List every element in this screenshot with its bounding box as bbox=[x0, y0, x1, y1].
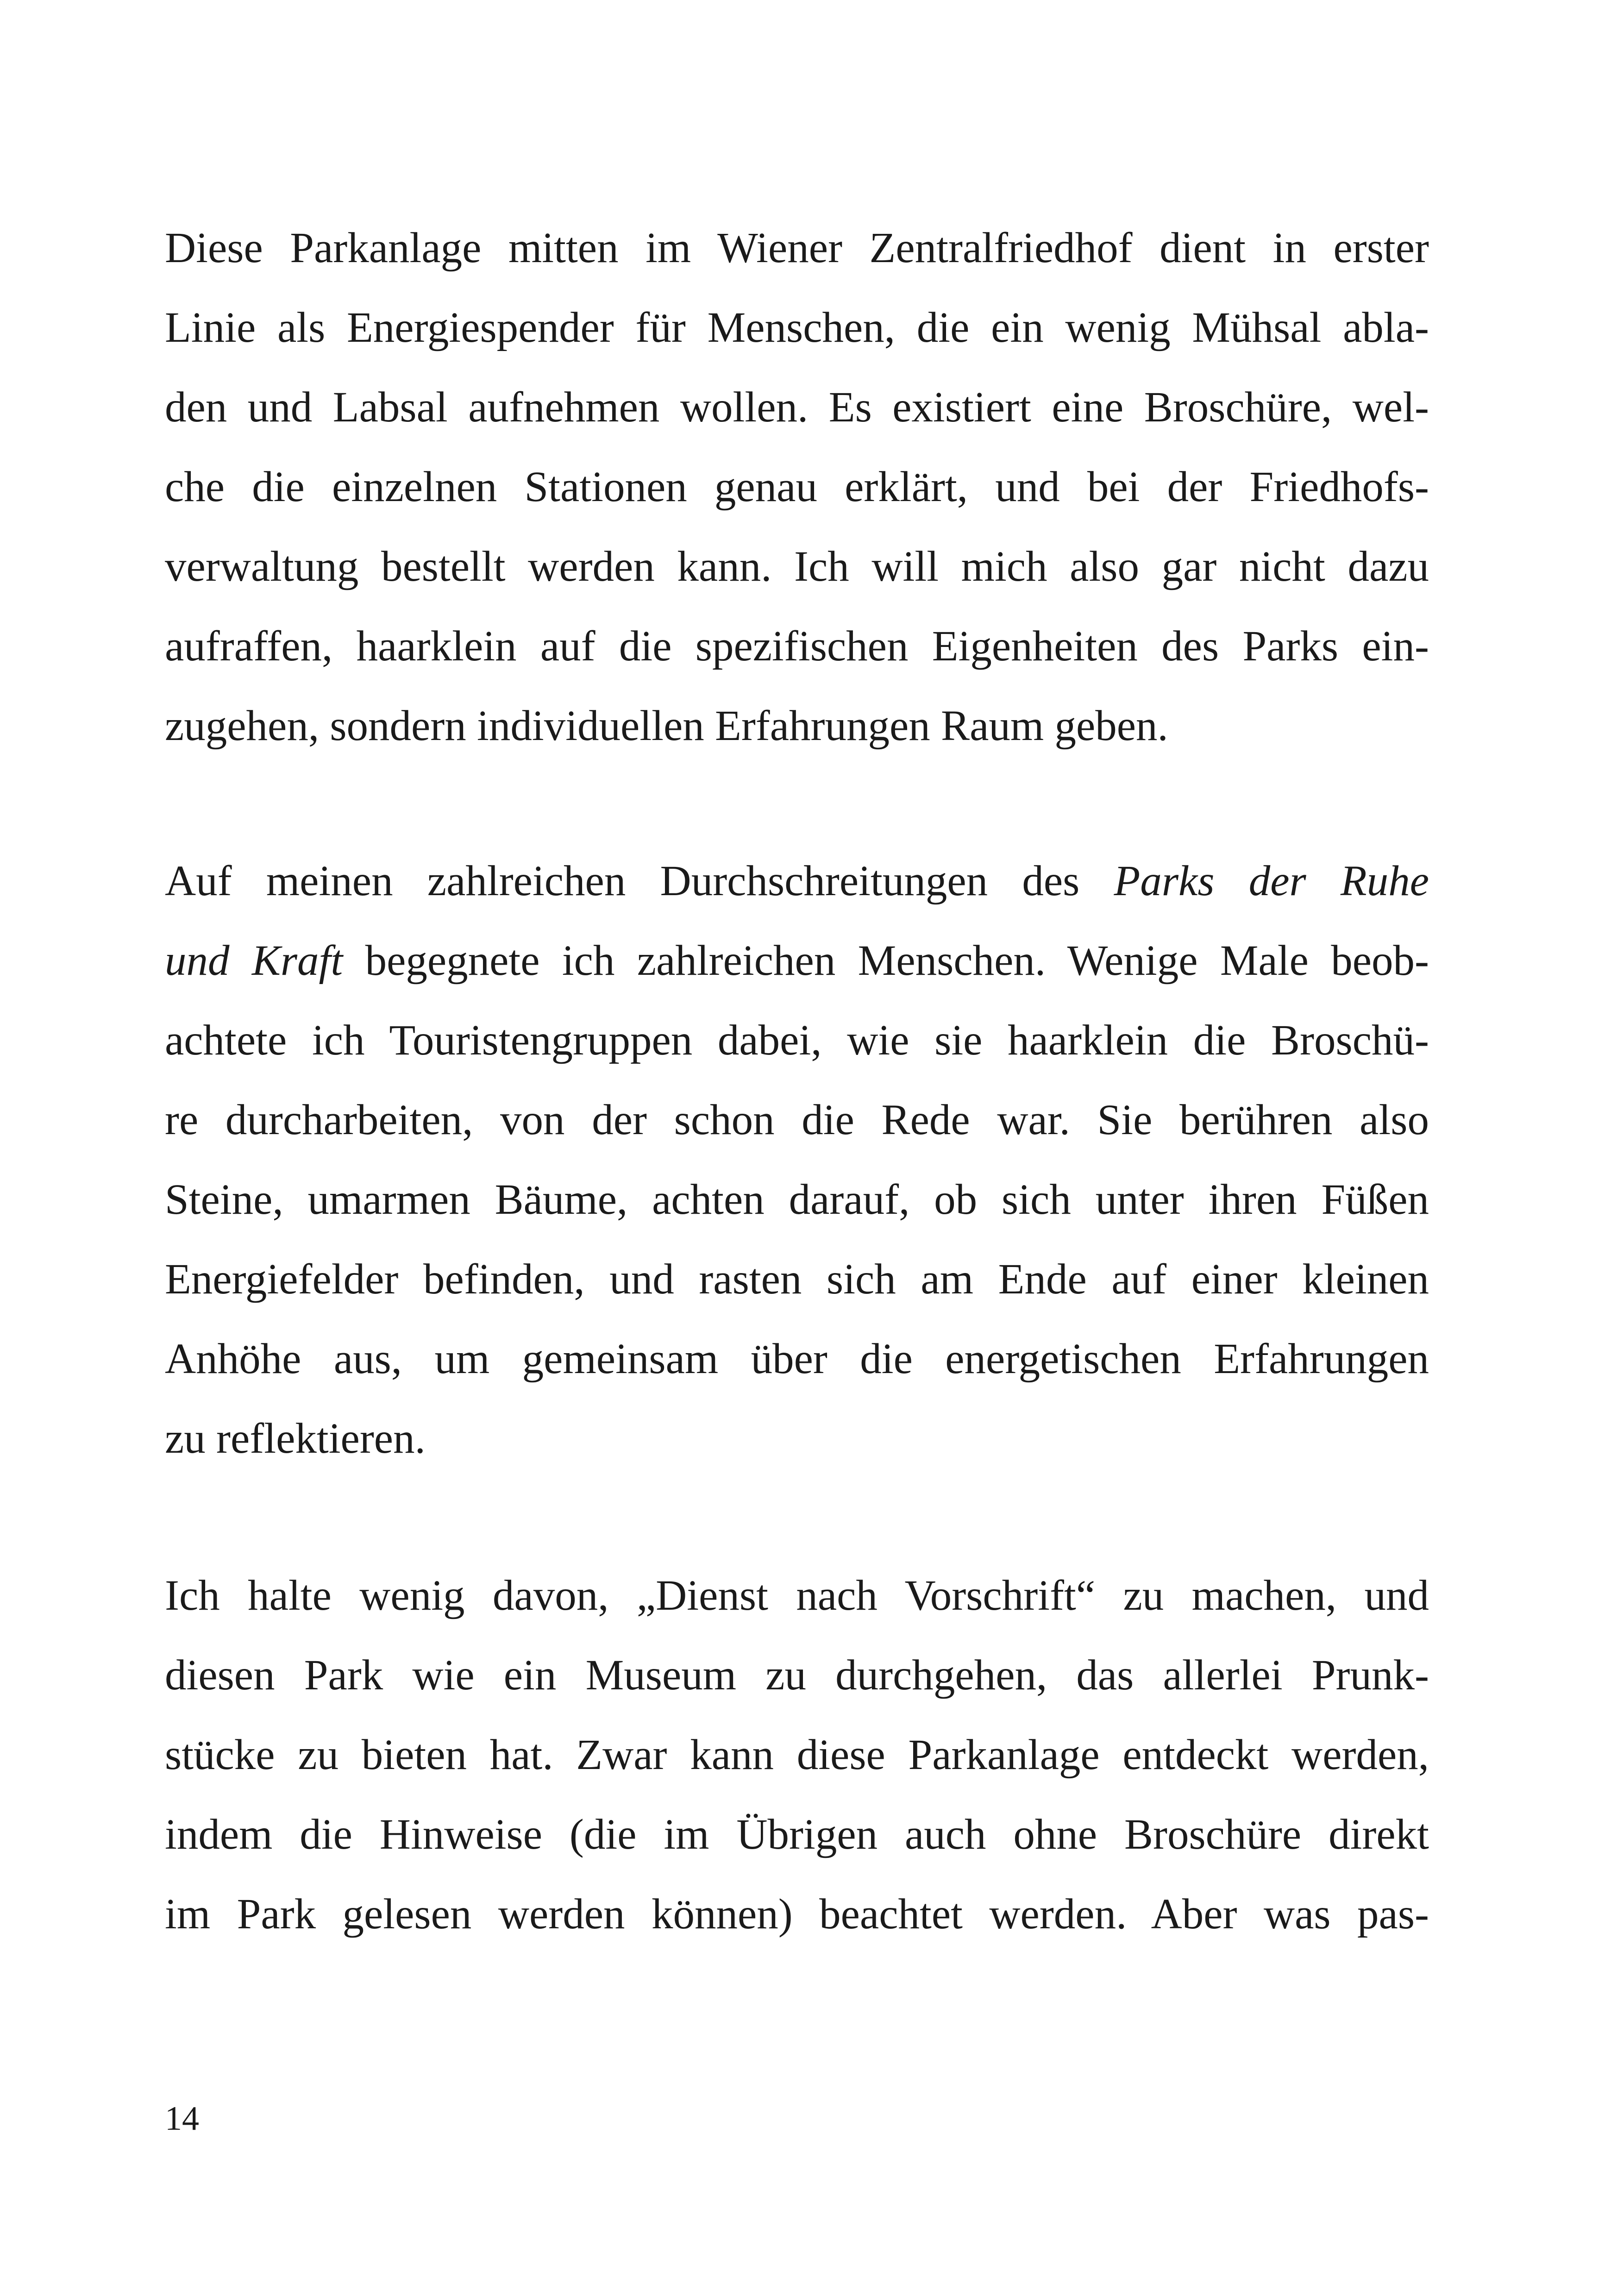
text-line bbox=[165, 841, 1429, 921]
text-line: stücke zu bieten hat. Zwar kann diese Parkanlage entdeckt werden, bbox=[165, 1731, 1429, 1779]
text-line: Energiefelder befinden, und rasten sich am Ende auf einer kleinen bbox=[165, 1255, 1429, 1303]
italic-park-name: Parks der Ruhe bbox=[1114, 857, 1429, 905]
text-line: aufraffen, haarklein auf die spezifischen Eigenheiten des Parks ein- bbox=[165, 622, 1429, 670]
text-line: diesen Park wie ein Museum zu durchgehen, das allerlei Prunk- bbox=[165, 1651, 1429, 1699]
text-line: re durcharbeiten, von der schon die Rede war. Sie berühren also bbox=[165, 1096, 1429, 1144]
text-line: verwaltung bestellt werden kann. Ich will mich also gar nicht dazu bbox=[165, 543, 1429, 590]
paragraph-1 bbox=[165, 208, 1429, 766]
text-segment: Auf meinen zahlreichen Durchschreitungen des bbox=[165, 857, 1114, 905]
text-line: Anhöhe aus, um gemeinsam über die energetischen Erfahrungen bbox=[165, 1335, 1429, 1383]
text-line: indem die Hinweise (die im Übrigen auch ohne Broschüre direkt bbox=[165, 1811, 1429, 1858]
paragraph-2 bbox=[165, 841, 1429, 1479]
text-line: zugehen, sondern individuellen Erfahrungen Raum geben. bbox=[165, 702, 1168, 750]
text-segment: begegnete ich zahlreichen Menschen. Wenige Male beob- bbox=[343, 937, 1429, 985]
text-line: Diese Parkanlage mitten im Wiener Zentralfriedhof dient in erster bbox=[165, 224, 1429, 272]
text-line: achtete ich Touristengruppen dabei, wie sie haarklein die Broschü- bbox=[165, 1016, 1429, 1064]
text-line: im Park gelesen werden können) beachtet werden. Aber was pas- bbox=[165, 1890, 1429, 1938]
text-line: den und Labsal aufnehmen wollen. Es existiert eine Broschüre, wel- bbox=[165, 383, 1429, 431]
page-number: 14 bbox=[165, 2100, 199, 2138]
text-line: Linie als Energiespender für Menschen, die ein wenig Mühsal abla- bbox=[165, 304, 1429, 351]
paragraph-3 bbox=[165, 1556, 1429, 1954]
text-line: Ich halte wenig davon, „Dienst nach Vorschrift“ zu machen, und bbox=[165, 1572, 1429, 1619]
text-line: zu reflektieren. bbox=[165, 1415, 426, 1462]
text-line: Steine, umarmen Bäume, achten darauf, ob sich unter ihren Füßen bbox=[165, 1176, 1429, 1223]
text-line bbox=[165, 921, 1429, 1001]
italic-park-name-continued: und Kraft bbox=[165, 937, 343, 985]
text-line: che die einzelnen Stationen genau erklärt, und bei der Friedhofs- bbox=[165, 463, 1429, 511]
